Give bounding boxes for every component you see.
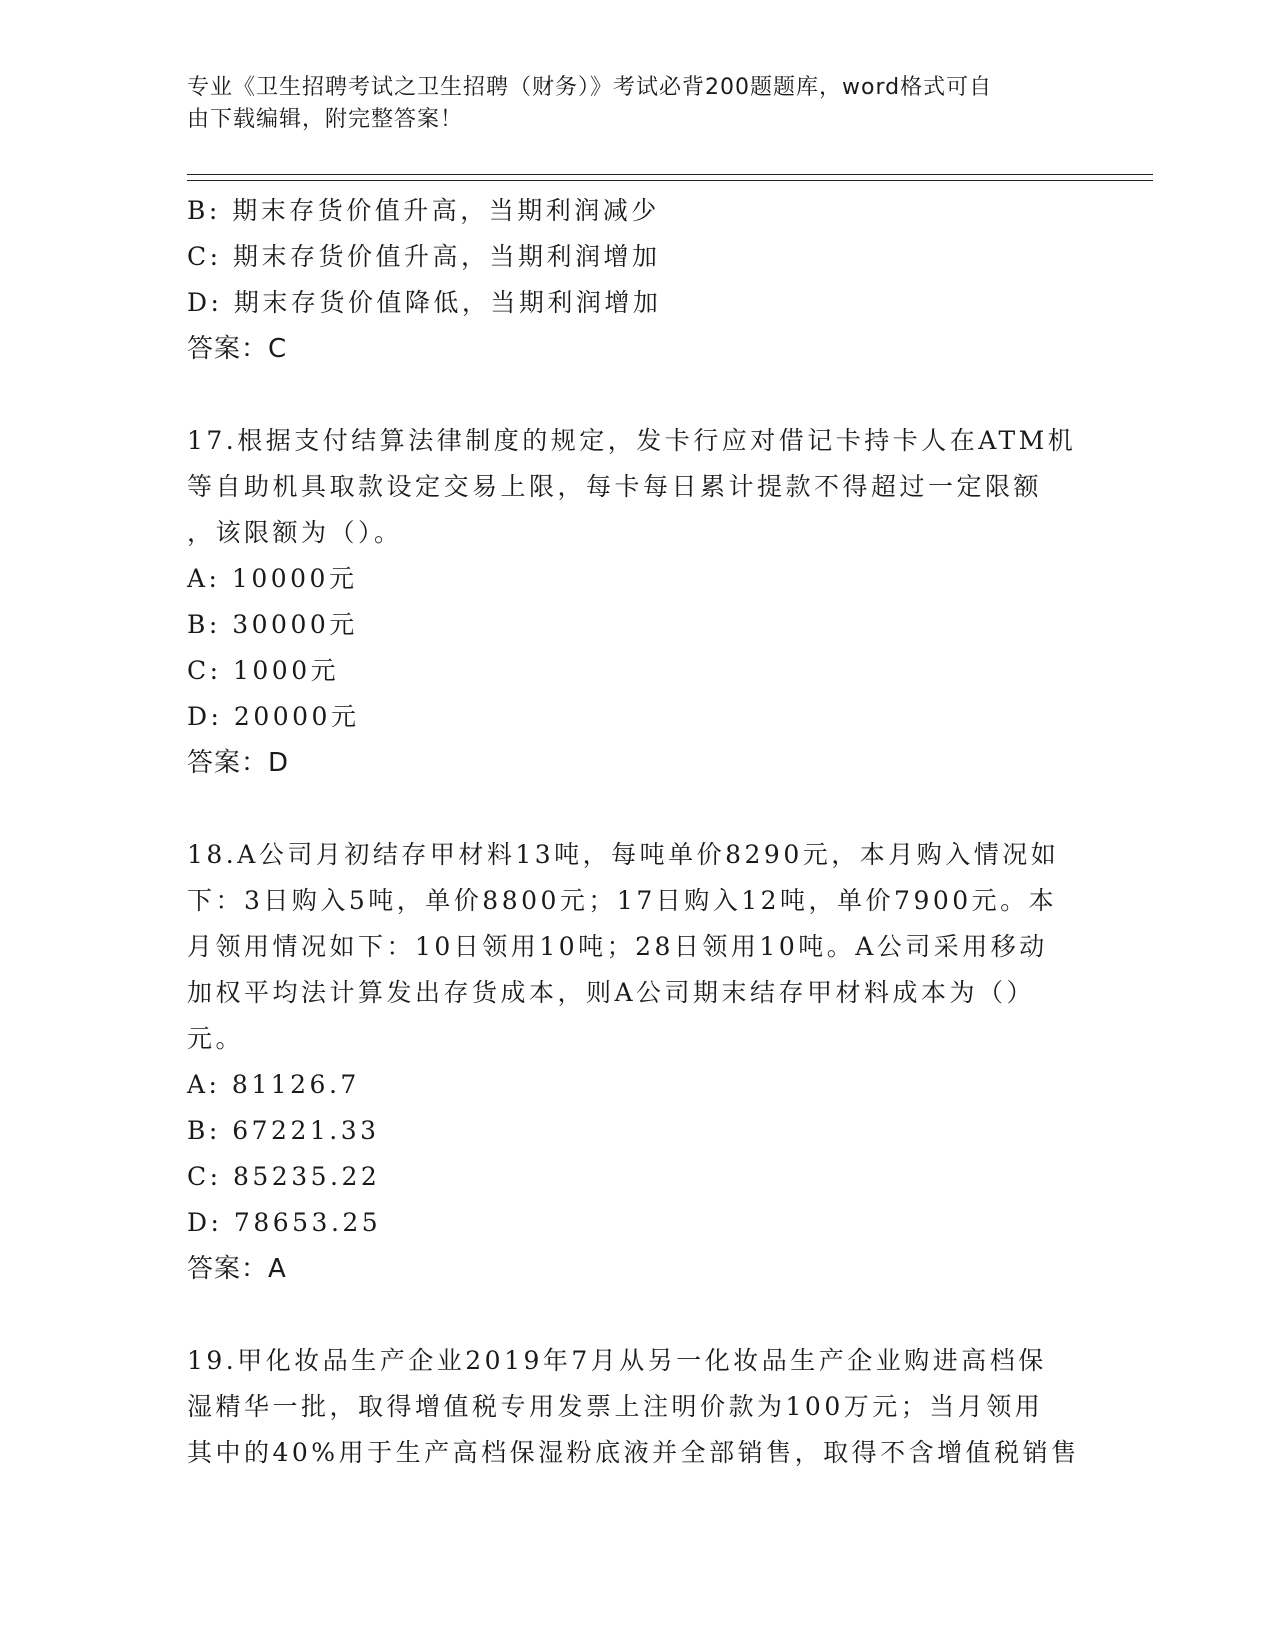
header-line-2: 由下载编辑，附完整答案！ bbox=[187, 107, 464, 132]
option-c: C: 期末存货价值升高，当期利润增加 bbox=[187, 242, 661, 271]
question-stem-line: 下：3日购入5吨，单价8800元；17日购入12吨，单价7900元。本 bbox=[187, 886, 1058, 915]
question-stem-line: 其中的40%用于生产高档保湿粉底液并全部销售，取得不含增值税销售 bbox=[187, 1438, 1080, 1467]
answer: 答案：D bbox=[187, 748, 290, 778]
option-a: A: 81126.7 bbox=[187, 1070, 360, 1099]
header-divider-bottom bbox=[187, 180, 1153, 181]
question-stem-line: ，该限额为（）。 bbox=[187, 518, 403, 547]
answer: 答案：A bbox=[187, 1254, 287, 1284]
option-c: C: 1000元 bbox=[187, 656, 340, 685]
option-d: D: 78653.25 bbox=[187, 1208, 382, 1237]
question-stem-line: 元。 bbox=[187, 1024, 245, 1053]
question-18 bbox=[187, 832, 1087, 1292]
option-d: D: 期末存货价值降低，当期利润增加 bbox=[187, 288, 662, 317]
question-stem-line: 19.甲化妆品生产企业2019年7月从另一化妆品生产企业购进高档保 bbox=[187, 1346, 1047, 1375]
question-stem-line: 加权平均法计算发出存货成本，则A公司期末结存甲材料成本为（） bbox=[187, 978, 1036, 1007]
spacer bbox=[187, 372, 1087, 418]
option-c: C: 85235.22 bbox=[187, 1162, 381, 1191]
option-b: B: 67221.33 bbox=[187, 1116, 380, 1145]
option-b: B: 期末存货价值升高，当期利润减少 bbox=[187, 196, 660, 225]
document-header bbox=[187, 72, 1067, 136]
header-line-1: 专业《卫生招聘考试之卫生招聘（财务）》考试必背200题题库，word格式可自 bbox=[187, 75, 993, 100]
question-17 bbox=[187, 418, 1087, 786]
question-stem-line: 17.根据支付结算法律制度的规定，发卡行应对借记卡持卡人在ATM机 bbox=[187, 426, 1077, 455]
option-d: D: 20000元 bbox=[187, 702, 360, 731]
question-stem-line: 18.A公司月初结存甲材料13吨，每吨单价8290元，本月购入情况如 bbox=[187, 840, 1060, 869]
question-stem-line: 等自助机具取款设定交易上限，每卡每日累计提款不得超过一定限额 bbox=[187, 472, 1043, 501]
spacer bbox=[187, 786, 1087, 832]
document-body bbox=[187, 188, 1087, 1476]
option-a: A: 10000元 bbox=[187, 564, 358, 593]
question-stem-line: 湿精华一批，取得增值税专用发票上注明价款为100万元；当月领用 bbox=[187, 1392, 1044, 1421]
header-divider-top bbox=[187, 174, 1153, 175]
spacer bbox=[187, 1292, 1087, 1338]
question-19 bbox=[187, 1338, 1087, 1476]
question-stem-line: 月领用情况如下：10日领用10吨；28日领用10吨。A公司采用移动 bbox=[187, 932, 1048, 961]
answer: 答案：C bbox=[187, 334, 288, 364]
question-16 bbox=[187, 188, 1087, 372]
option-b: B: 30000元 bbox=[187, 610, 358, 639]
